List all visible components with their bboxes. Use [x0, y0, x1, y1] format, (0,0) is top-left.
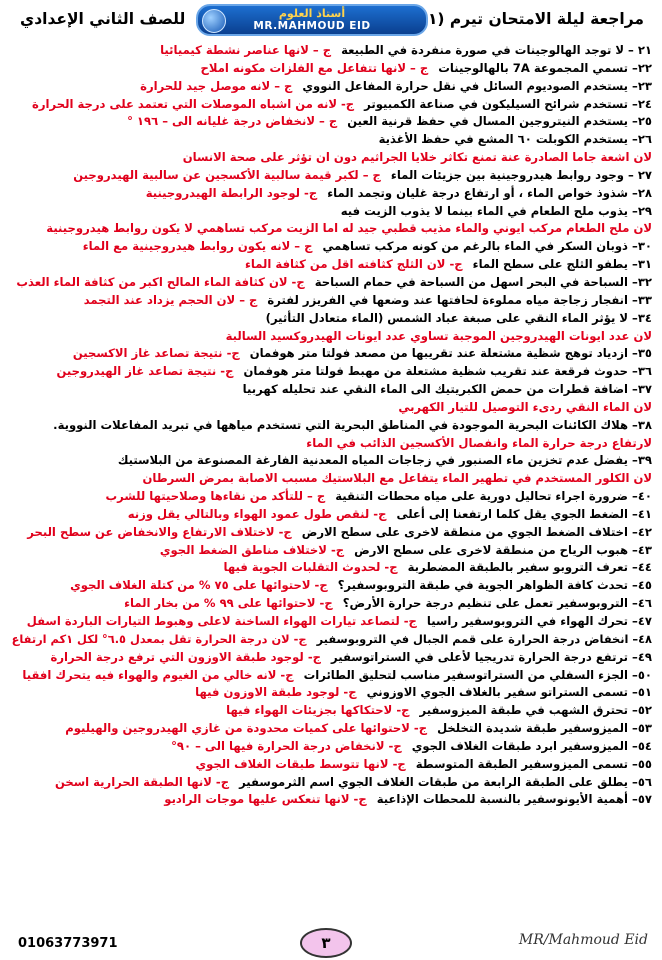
question-line	[10, 524, 652, 542]
answer-text: ج- لوجود طبقة الاوزون فيها	[195, 685, 357, 700]
question-text: ٢٣– يستخدم الصوديوم السائل في نقل حرارة المفاعل النووي	[302, 78, 652, 93]
answer-text: ج- نتيجة تصاعد غاز الهيدروجين	[56, 364, 234, 379]
question-line	[10, 399, 652, 417]
question-line	[10, 363, 652, 381]
answer-text: ج- لوجود طبقة الاوزون التي ترفع درجة الحرارة	[50, 649, 321, 664]
question-line	[10, 613, 652, 631]
globe-icon	[202, 9, 226, 33]
question-line	[10, 381, 652, 399]
question-text: ٣٩– يفضل عدم تخزين ماء الصنبور في زجاجات المياه المعدنية الفارغة المصنوعة من البلاستيك	[117, 453, 652, 468]
question-line	[10, 131, 652, 149]
question-line	[10, 274, 652, 292]
answer-text: ج- لاحتوائها على ٧٥ % من كتلة الغلاف الجوي	[70, 578, 328, 593]
answer-text: ج – لانها عناصر نشطة كيميائيا	[160, 43, 332, 57]
question-line	[10, 167, 652, 185]
question-text: ٣٧– اضافة قطرات من حمض الكبريتيك الى الماء النقي عند تحليله كهربيا	[242, 382, 652, 397]
question-text: ٤٢– اختلاف الضغط الجوي من منطقة لاخرى على سطح الارض	[301, 524, 652, 539]
question-text: ٣٢– السباحة في البحر اسهل من السباحة في حمام السباحة	[314, 274, 652, 289]
question-line	[10, 345, 652, 363]
question-line	[10, 774, 652, 792]
answer-text: لان ملح الطعام مركب ايوني والماء مذيب قطبي جيد له اما الزيت مركب تساهمي لا يكون روابط هيدروجينية	[46, 221, 652, 236]
question-text: ٢٦– يستخدم الكوبلت ٦٠ المشع في حفظ الأغذية	[378, 132, 652, 147]
question-line	[10, 256, 652, 274]
answer-text: لان الماء النقي ردىء التوصيل للتيار الكهربي	[398, 399, 652, 414]
question-text: ٣٣– انفجار زجاجة مياه مملوءة لحافتها عند وضعها في الفريزر لفترة	[267, 292, 652, 307]
question-list	[10, 42, 652, 809]
question-text: ٢١ – لا توجد الهالوجينات في صورة منفردة في الطبيعة	[341, 43, 652, 57]
question-line	[10, 78, 652, 96]
answer-text: لارتفاع درجة حرارة الماء وانفصال الأكسجين الذائب في الماء	[306, 435, 652, 450]
question-line	[10, 452, 652, 470]
question-text: ٢٥– يستخدم النيتروجين المسال في حفظ قرنية العين	[347, 114, 652, 129]
logo	[196, 4, 428, 36]
question-text: ٤٦– التروبوسفير تعمل على تنظيم درجة حرارة الأرض؟	[342, 596, 652, 611]
question-line	[10, 328, 652, 346]
question-text: ٤٧– تحرك الهواء في التروبوسفير راسيا	[426, 614, 652, 628]
footer	[0, 926, 662, 960]
question-line	[10, 149, 652, 167]
answer-text: ج – لكبر قيمة سالبية الأكسجين عن سالبية الهيدروجين	[73, 167, 381, 182]
answer-text: ج- نتيجة تصاعد غاز الاكسجين	[72, 346, 240, 361]
question-text: ٤٠– ضرورة اجراء تحاليل دورية على مياه محطات التنقية	[335, 489, 652, 504]
question-line	[10, 738, 652, 756]
answer-text: ج- لانه من اشباه الموصلات التي تعتمد على درجة الحرارة	[32, 96, 355, 111]
question-line	[10, 185, 652, 203]
question-line	[10, 577, 652, 595]
question-text: ٣٨– هلاك الكائنات البحرية الموجودة في المناطق البحرية التي تستخدم مياهها في تبريد المفاعلات النووية.	[53, 417, 652, 432]
phone-number: 01063773971	[18, 936, 118, 951]
answer-text: ج- لاحتوائها على كميات محدودة من غازي الهيدروجين والهيليوم	[65, 721, 428, 736]
question-text: ٣٥– ازدياد توهج شظية مشتعلة عند تقريبها من مصعد فولتا متر هوفمان	[249, 346, 652, 361]
answer-text: ج- لاختلاف الارتفاع والانخفاض عن سطح البحر	[27, 524, 292, 539]
answer-text: ج- لحدوث التقلبات الجوية فيها	[223, 560, 398, 575]
question-line	[10, 113, 652, 131]
question-text: ٢٢– تسمي المجموعة 7A بالهالوجينات	[438, 60, 652, 75]
question-line	[10, 417, 652, 435]
logo-english-text: MR.MAHMOUD EID	[253, 20, 371, 32]
author-signature: MR/Mahmoud Eid	[518, 932, 648, 948]
question-text: ٤٤– تعرف التروبو سفير بالطبقة المضطربة	[407, 560, 652, 575]
question-text: ٢٤– تستخدم شرائح السيليكون في صناعة الكمبيوتر	[364, 96, 652, 111]
question-line	[10, 631, 652, 649]
page-number-badge: ٣	[300, 928, 352, 958]
question-text: ٥١– تسمى الستراتو سفير بالغلاف الجوي الاوزوني	[366, 685, 652, 700]
question-line	[10, 649, 652, 667]
answer-text: ج- لوجود الرابطة الهيدروجينية	[145, 185, 318, 200]
logo-arabic-text: أستاذ العلوم	[278, 7, 346, 20]
answer-text: ج – للتأكد من نقاءها وصلاحيتها للشرب	[105, 489, 326, 504]
answer-text: لان الكلور المستخدم في تطهير الماء يتفاعل مع البلاستيك مسبب الاصابة بمرض السرطان	[142, 471, 652, 486]
question-line	[10, 559, 652, 577]
question-line	[10, 435, 652, 453]
page-title: مراجعة ليلة الامتحان تيرم (١	[427, 10, 644, 28]
answer-text: ج- لانه خالي من الغيوم والهواء فيه يتحرك افقيا	[22, 667, 294, 682]
question-text: ٤٩– ترتفع درجة الحرارة تدريجيا لأعلى في الستراتوسفير	[331, 649, 652, 664]
answer-text: ج- لانها تتوسط طبقات الغلاف الجوي	[195, 756, 406, 771]
question-text: ٢٨– شذوذ خواص الماء ، أو ارتفاع درجة غليان وتجمد الماء	[327, 185, 652, 200]
question-text: ٤٨– انخفاض درجة الحرارة على قمم الجبال في التروبوسفير	[316, 631, 652, 646]
answer-text: ج – لانها تتفاعل مع الفلزات مكونه املاح	[200, 60, 429, 75]
question-line	[10, 96, 652, 114]
question-line	[10, 292, 652, 310]
answer-text: ج – لانخفاض درجة غليانه الى – ١٩٦ °	[127, 114, 338, 129]
answer-text: ج- لانخفاض درجة الحرارة فيها الى – ٩٠°	[171, 738, 402, 753]
question-line	[10, 756, 652, 774]
question-line	[10, 667, 652, 685]
question-line	[10, 791, 652, 809]
question-line	[10, 595, 652, 613]
answer-text: ج- لانها تنعكس عليها موجات الراديو	[164, 792, 367, 807]
question-line	[10, 220, 652, 238]
question-line	[10, 60, 652, 78]
question-text: ٤١– الضغط الجوي يقل كلما ارتفعنا إلى أعلى	[396, 506, 652, 521]
answer-text: ج- لاختلاف مناطق الضغط الجوي	[159, 542, 345, 557]
question-line	[10, 42, 652, 60]
question-text: ٢٧ – وجود روابط هيدروجينية بين جزيئات الماء	[390, 167, 652, 182]
header	[10, 0, 652, 42]
answer-text: ج – لان الحجم يزداد عند التجمد	[83, 292, 258, 307]
question-line	[10, 238, 652, 256]
answer-text: ج – لانه موصل جيد للحرارة	[140, 78, 293, 93]
question-line	[10, 488, 652, 506]
question-text: ٥٥– تسمى الميزوسفير الطبقة المتوسطة	[415, 756, 652, 771]
question-text: ٥٢– تحترق الشهب في طبقة الميزوسفير	[419, 703, 652, 718]
question-text: ٣٠– ذوبان السكر في الماء بالرغم من كونه مركب تساهمي	[322, 239, 652, 254]
answer-text: ج- لان كثافة الماء المالح اكبر من كثافة الماء العذب	[16, 274, 305, 289]
answer-text: ج- لنقص طول عمود الهواء وبالتالي يقل وزنه	[127, 506, 387, 521]
question-line	[10, 310, 652, 328]
answer-text: لان عدد ايونات الهيدروجين الموجبة تساوي عدد ايونات الهيدروكسيد السالبة	[225, 328, 652, 343]
question-line	[10, 203, 652, 221]
question-text: ٥٠– الجزء السفلي من الستراتوسفير مناسب لتحليق الطائرات	[303, 667, 652, 682]
question-text: ٥٤– الميزوسفير ابرد طبقات الغلاف الجوي	[411, 738, 652, 753]
answer-text: ج- لان درجة الحرارة تقل بمعدل ٦.٥° لكل ١كم ارتفاع	[11, 631, 307, 646]
question-text: ٥٣– الميزوسفير طبقة شديدة التخلخل	[437, 721, 652, 736]
question-text: ٣١– يطفو الثلج على سطح الماء	[472, 257, 652, 272]
answer-text: ج- لاحتكاكها بجزيئات الهواء فيها	[226, 703, 410, 718]
answer-text: لان اشعة جاما الصادرة عنة تمنع تكاثر خلايا الجراثيم دون ان تؤثر على صحة الانسان	[182, 150, 652, 165]
question-text: ٣٤– لا يؤثر الماء النقي على صبغة عباد الشمس (الماء متعادل التأثير)	[265, 310, 652, 325]
question-line	[10, 720, 652, 738]
answer-text: ج – لانه يكون روابط هيدروجينية مع الماء	[82, 239, 313, 254]
question-line	[10, 684, 652, 702]
answer-text: ج- لانها الطبقة الحرارية اسخن	[54, 774, 230, 789]
answer-text: ج- لتصاعد تيارات الهواء الساخنة لاعلى وهبوط التيارات الباردة اسفل	[26, 614, 417, 628]
question-text: ٥٦– يطلق على الطبقة الرابعة من طبقات الغلاف الجوي اسم الثرموسفير	[239, 774, 652, 789]
question-line	[10, 470, 652, 488]
question-text: ٤٥– تحدث كافة الظواهر الجوية في طبقة التروبوسفير؟	[337, 578, 652, 593]
answer-text: ج- لاحتوائها على ٩٩ % من بخار الماء	[124, 596, 333, 611]
question-line	[10, 542, 652, 560]
grade-title: للصف الثاني الإعدادي	[20, 10, 186, 28]
answer-text: ج- لان الثلج كثافته اقل من كثافة الماء	[245, 257, 463, 272]
question-text: ٤٣– هبوب الرياح من منطقة لاخرى على سطح الارض	[354, 542, 652, 557]
question-line	[10, 702, 652, 720]
question-text: ٢٩– يذوب ملح الطعام في الماء بينما لا يذوب الزيت فيه	[340, 203, 652, 218]
question-text: ٣٦– حدوث فرقعة عند تقريب شظية مشتعلة من مهبط فولتا متر هوفمان	[243, 364, 652, 379]
question-text: ٥٧– أهمية الأيونوسفير بالنسبة للمحطات الإذاعية	[376, 792, 652, 807]
question-line	[10, 506, 652, 524]
